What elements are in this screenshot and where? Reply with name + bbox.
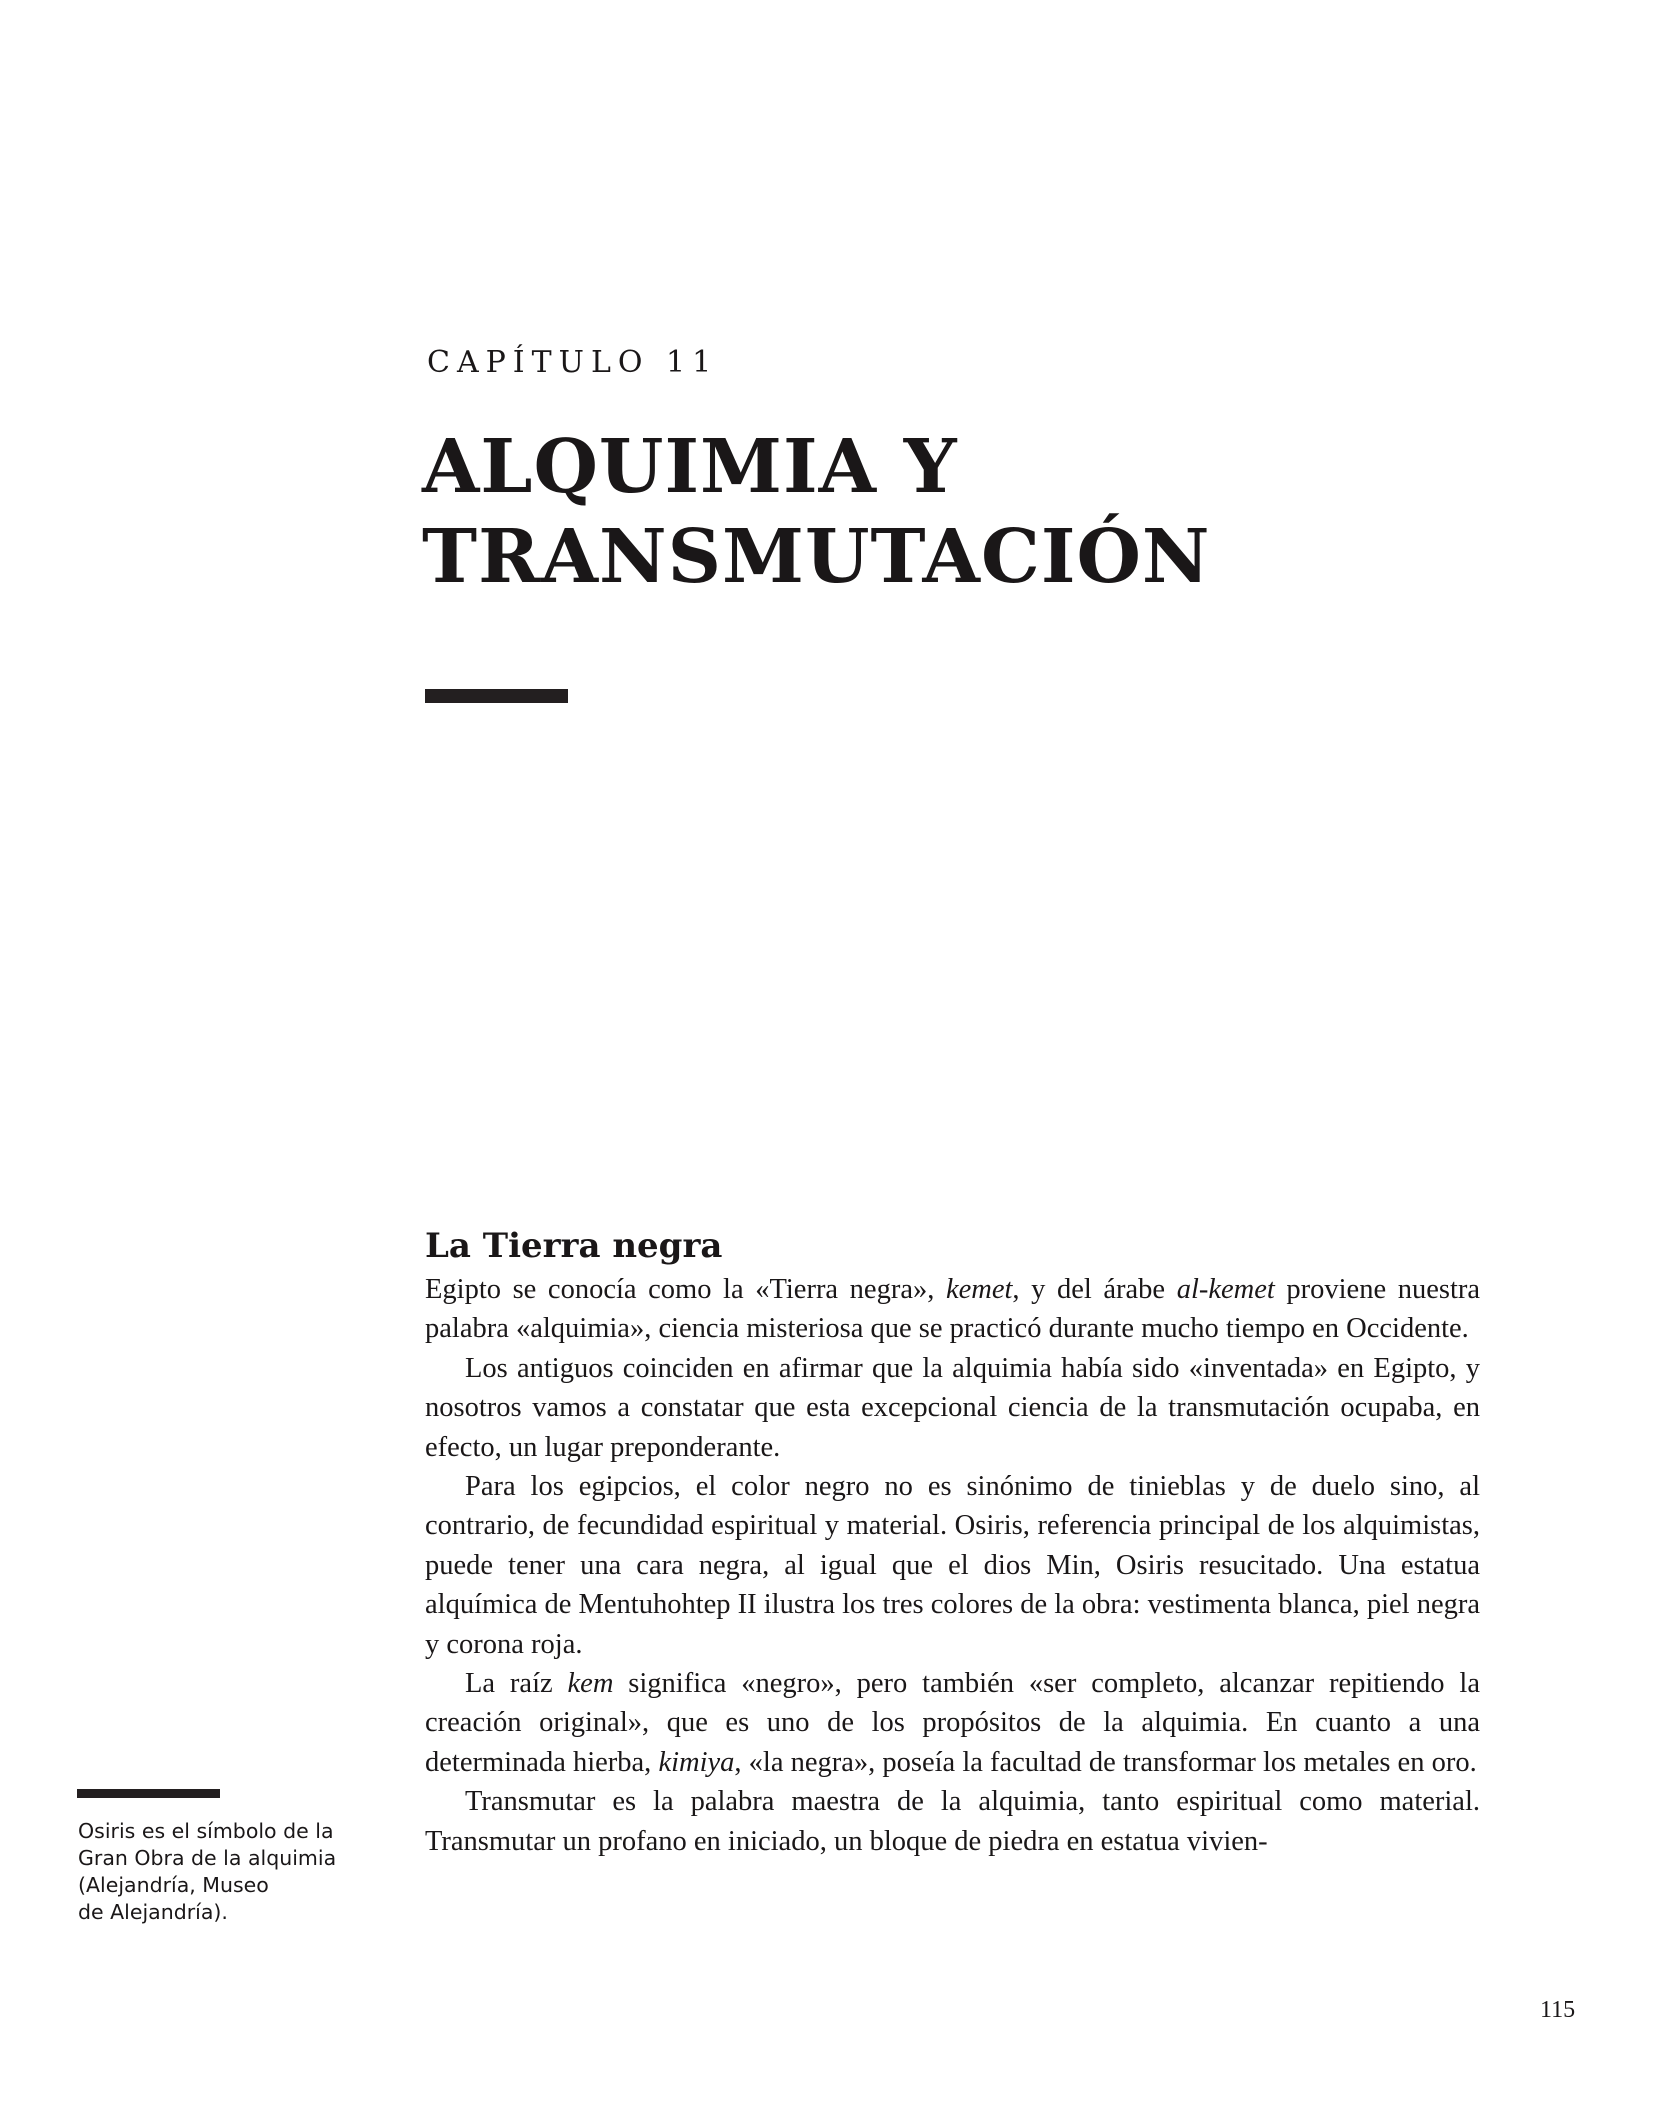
paragraph-4-text-a: La raíz [465,1668,568,1700]
paragraph-4-text-c: , «la negra», poseía la facultad de transformar los metales en oro. [734,1746,1477,1778]
caption-line-3: (Alejandría, Museo [78,1873,269,1897]
paragraph-1-italic-a: kemet [945,1274,1013,1305]
paragraph-4-text-b: significa «negro», pero también «ser completo, alcanzar repitiendo la creación original», que es uno de los propósitos de la alquimia. En cuanto a una determinada hierba, [425,1668,1480,1778]
caption-line-4: de Alejandría). [78,1900,228,1924]
paragraph-4-italic-a: kem [567,1668,614,1700]
chapter-title-line-1: ALQUIMIA Y [422,424,958,510]
paragraph-1-text-b: , y del árabe [1012,1274,1177,1305]
chapter-label: CAPÍTULO 11 [427,345,719,380]
paragraph-1-text-c: proviene nuestra palabra «alquimia», ciencia misteriosa que se practicó durante mucho tiempo en Occidente. [425,1274,1480,1345]
image-caption [78,1818,378,1926]
chapter-title-line-2: TRANSMUTACIÓN [422,514,1211,600]
section-heading: La Tierra negra [425,1226,723,1266]
title-divider [425,689,568,703]
paragraph-5: Transmutar es la palabra maestra de la alquimia, tanto espiritual como material. Transmutar un profano en iniciado, un bloque de piedra en estatua vivien- [425,1786,1480,1857]
paragraph-4 [425,1664,1480,1782]
caption-divider [77,1789,220,1798]
page-number: 115 [1540,1997,1576,2023]
paragraph-3: Para los egipcios, el color negro no es sinónimo de tinieblas y de duelo sino, al contrario, de fecundidad espiritual y material. Osiris, referencia principal de los alquimistas, puede tener una cara negra, al igual que el dios Min, Osiris resucitado. Una estatua alquímica de Mentuhohtep II ilustra los tres colores de la obra: vestimenta blanca, piel negra y corona roja. [425,1471,1480,1660]
caption-line-1: Osiris es el símbolo de la [78,1819,334,1843]
paragraph-1 [425,1270,1480,1349]
paragraph-4-italic-b: kimiya [658,1746,735,1778]
paragraph-1-italic-b: al-kemet [1176,1274,1275,1305]
paragraph-1-text-a: Egipto se conocía como la «Tierra negra», [425,1274,946,1305]
body-text [425,1270,1480,1861]
paragraph-2: Los antiguos coinciden en afirmar que la alquimia había sido «inventada» en Egipto, y nosotros vamos a constatar que esta excepcional ciencia de la transmutación ocupaba, en efecto, un lugar preponderante. [425,1352,1480,1463]
caption-line-2: Gran Obra de la alquimia [78,1846,337,1870]
chapter-title [422,422,1211,602]
